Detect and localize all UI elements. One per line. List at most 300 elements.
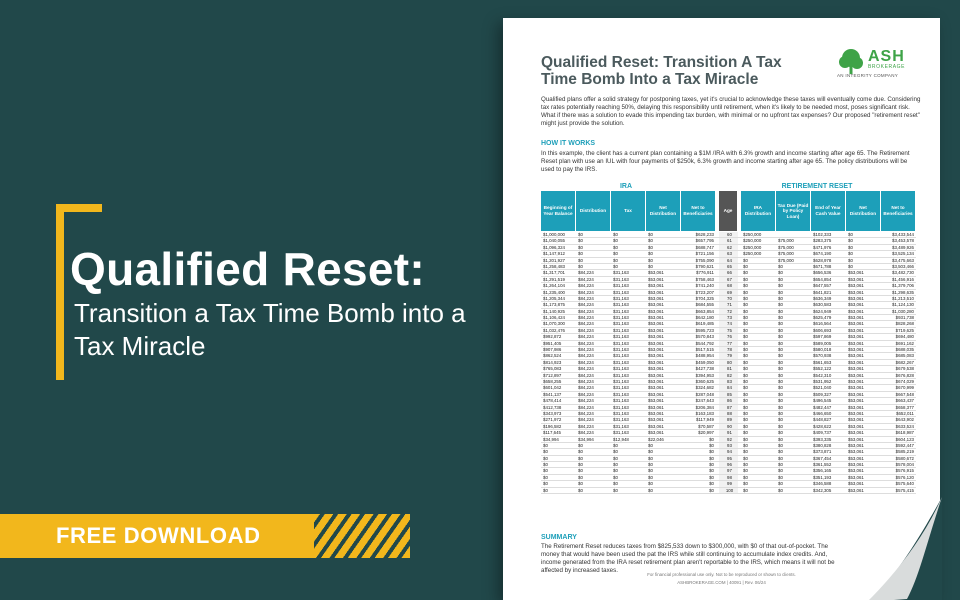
table-cell: $0 xyxy=(848,257,853,263)
table-cell: $84,224 xyxy=(578,334,594,340)
table-cell: $0 xyxy=(613,257,618,263)
table-cell: $723,207 xyxy=(695,289,714,295)
table-cell: $3,525,134 xyxy=(892,251,914,257)
ira-group-label: IRA xyxy=(619,183,633,190)
table-cell: $658,255 xyxy=(543,378,562,384)
table-cell: $0 xyxy=(648,474,653,480)
table-cell: $0 xyxy=(613,232,618,237)
table-cell: $0 xyxy=(543,487,548,493)
table-cell: $1,070,300 xyxy=(543,321,565,327)
table-cell: $31,163 xyxy=(613,295,629,301)
table-cell: $643,902 xyxy=(895,417,914,423)
retirement-reset-group-label: RETIREMENT RESET xyxy=(781,183,853,190)
table-cell: 64 xyxy=(719,258,738,263)
table-cell: $0 xyxy=(613,442,618,448)
table-cell: $0 xyxy=(743,455,748,461)
table-cell: $367,454 xyxy=(813,455,832,461)
table-cell: 62 xyxy=(719,245,738,250)
table-cell: $393,335 xyxy=(813,436,832,442)
table-cell: $53,061 xyxy=(848,487,864,493)
table-cell: $84,224 xyxy=(578,417,594,423)
table-cell: $84,224 xyxy=(578,372,594,378)
table-cell: $247,643 xyxy=(695,398,714,404)
table-cell: $3,453,578 xyxy=(892,238,914,244)
table-cell: $618,987 xyxy=(895,430,914,436)
table-cell: $360,625 xyxy=(695,378,714,384)
table-cell: $22,046 xyxy=(648,436,664,442)
table-cell: $592,447 xyxy=(895,442,914,448)
table-cell: $0 xyxy=(778,276,783,282)
table-cell: $828,268 xyxy=(895,321,914,327)
table-column-header: End of Year Cash Value xyxy=(811,191,845,231)
table-cell: $31,163 xyxy=(613,430,629,436)
table-cell: $575,415 xyxy=(895,487,914,493)
table-cell: $31,163 xyxy=(613,378,629,384)
table-cell: $394,953 xyxy=(695,372,714,378)
table-cell: $0 xyxy=(778,372,783,378)
table-cell: $0 xyxy=(743,289,748,295)
table-cell: $53,061 xyxy=(848,391,864,397)
free-download-label: FREE DOWNLOAD xyxy=(56,523,261,548)
table-cell: $616,564 xyxy=(813,321,832,327)
table-cell: $0 xyxy=(709,462,714,468)
table-cell: $53,061 xyxy=(648,276,664,282)
table-cell: $84,224 xyxy=(578,276,594,282)
table-cell: $53,061 xyxy=(848,398,864,404)
table-cell: $0 xyxy=(848,244,853,250)
table-cell: $3,482,730 xyxy=(892,270,914,276)
table-cell: $53,061 xyxy=(648,302,664,308)
table-cell: $776,911 xyxy=(696,270,714,276)
table-cell: 67 xyxy=(719,277,738,282)
table-cell: 88 xyxy=(719,411,738,416)
table-cell: $658,377 xyxy=(895,404,914,410)
table-cell: $606,693 xyxy=(813,327,832,333)
table-cell: $53,061 xyxy=(648,308,664,314)
table-cell: $117,949 xyxy=(696,417,714,423)
table-cell: $0 xyxy=(648,462,653,468)
table-cell: $53,061 xyxy=(848,378,864,384)
table-cell: $0 xyxy=(648,468,653,474)
table-cell: $53,061 xyxy=(648,372,664,378)
table-cell: $0 xyxy=(613,468,618,474)
table-cell: $250,000 xyxy=(743,238,762,244)
table-cell: $31,163 xyxy=(613,340,629,346)
table-cell: $84,224 xyxy=(578,289,594,295)
table-cell: $688,035 xyxy=(895,347,914,353)
table-cell: $31,163 xyxy=(613,359,629,365)
table-cell: $0 xyxy=(578,232,583,237)
table-cell: $0 xyxy=(848,238,853,244)
table-cell: $542,310 xyxy=(813,372,832,378)
table-cell: $0 xyxy=(778,289,783,295)
table-cell: $53,061 xyxy=(848,276,864,282)
table-cell: $0 xyxy=(578,487,583,493)
table-cell: $53,061 xyxy=(648,321,664,327)
table-cell: $0 xyxy=(709,474,714,480)
table-cell: $53,061 xyxy=(848,289,864,295)
table-cell: $53,061 xyxy=(648,391,664,397)
table-cell: $597,869 xyxy=(813,334,832,340)
table-cell: $625,479 xyxy=(813,315,832,321)
table-cell: $0 xyxy=(743,449,748,455)
table-cell: $20,997 xyxy=(698,430,714,436)
table-cell: $0 xyxy=(743,257,748,263)
table-cell: $428,622 xyxy=(813,423,832,429)
table-cell: $0 xyxy=(578,455,583,461)
table-cell: $84,224 xyxy=(578,366,594,372)
table-cell: $380,828 xyxy=(813,442,832,448)
table-cell: $53,061 xyxy=(648,423,664,429)
table-cell: $0 xyxy=(613,481,618,487)
table-cell: $652,011 xyxy=(896,410,914,416)
table-cell: $84,224 xyxy=(578,423,594,429)
table-cell: $0 xyxy=(648,263,653,269)
table-cell: $482,447 xyxy=(813,404,832,410)
table-cell: $0 xyxy=(743,283,748,289)
table-cell: $459,050 xyxy=(695,359,714,365)
table-cell: $53,061 xyxy=(848,366,864,372)
table-cell: $509,327 xyxy=(813,391,832,397)
table-cell: 92 xyxy=(719,437,738,442)
table-cell: $427,738 xyxy=(695,366,714,372)
table-cell: 73 xyxy=(719,315,738,320)
table-cell: $1,000,000 xyxy=(543,232,565,237)
table-cell: $619,485 xyxy=(695,321,714,327)
table-cell: 60 xyxy=(719,232,738,237)
table-cell: $595,723 xyxy=(695,327,714,333)
table-cell: $907,986 xyxy=(543,347,562,353)
table-cell: $1,173,875 xyxy=(543,302,565,308)
table-cell: $31,163 xyxy=(613,283,629,289)
table-cell: $1,106,424 xyxy=(543,315,565,321)
table-cell: $53,061 xyxy=(848,283,864,289)
table-cell: $0 xyxy=(778,436,783,442)
table-cell: $84,224 xyxy=(578,315,594,321)
table-cell: $53,061 xyxy=(848,474,864,480)
table-cell: $1,298,635 xyxy=(892,289,914,295)
table-cell: $0 xyxy=(613,244,618,250)
table-cell: $31,163 xyxy=(613,321,629,327)
table-cell: $53,061 xyxy=(848,385,864,391)
table-cell: $31,163 xyxy=(613,315,629,321)
table-cell: $34,994 xyxy=(578,436,594,442)
table-cell: $163,183 xyxy=(695,410,714,416)
table-cell: $53,061 xyxy=(648,404,664,410)
table-cell: $0 xyxy=(778,270,783,276)
table-cell: 89 xyxy=(719,417,738,422)
table-cell: $53,061 xyxy=(848,481,864,487)
table-cell: $0 xyxy=(613,251,618,257)
table-cell: $0 xyxy=(778,315,783,321)
table-cell: $0 xyxy=(613,487,618,493)
table-cell: $0 xyxy=(743,340,748,346)
table-cell: $1,124,130 xyxy=(892,302,914,308)
table-cell: 63 xyxy=(719,251,738,256)
table-cell: $70,587 xyxy=(698,423,714,429)
table-cell: $0 xyxy=(778,404,783,410)
table-cell: $84,224 xyxy=(578,327,594,333)
table-cell: $0 xyxy=(543,481,548,487)
table-cell: $628,978 xyxy=(813,257,832,263)
document-title: Qualified Reset: Transition A Tax Time Bomb Into a Tax Miracle xyxy=(541,54,782,88)
table-column-header: IRA Distribution xyxy=(741,191,775,231)
table-cell: $657,795 xyxy=(695,238,714,244)
table-cell: $31,163 xyxy=(613,334,629,340)
table-cell: $0 xyxy=(778,417,783,423)
table-cell: $75,000 xyxy=(778,251,794,257)
table-cell: $0 xyxy=(743,321,748,327)
table-cell: $628,233 xyxy=(695,232,714,237)
table-cell: 79 xyxy=(719,353,738,358)
table-cell: $31,163 xyxy=(613,423,629,429)
table-cell: $84,224 xyxy=(578,295,594,301)
table-cell: $0 xyxy=(648,449,653,455)
table-cell: $674,029 xyxy=(895,378,914,384)
table-cell: $0 xyxy=(778,321,783,327)
table-cell: $53,061 xyxy=(648,398,664,404)
table-cell: $667,548 xyxy=(895,391,914,397)
table-cell: $1,040,055 xyxy=(543,238,565,244)
table-cell: $31,163 xyxy=(613,353,629,359)
table-cell: $1,235,400 xyxy=(543,289,565,295)
table-cell: $53,061 xyxy=(848,340,864,346)
table-cell: $1,201,927 xyxy=(543,257,565,263)
table-cell: 97 xyxy=(719,468,738,473)
table-cell: $53,061 xyxy=(848,430,864,436)
table-cell: $0 xyxy=(743,334,748,340)
table-cell: $0 xyxy=(648,232,653,237)
table-cell: $53,061 xyxy=(848,321,864,327)
table-cell: $992,872 xyxy=(543,334,562,340)
table-cell: $53,061 xyxy=(848,462,864,468)
footer-text: ASHBROKERAGE.COM | 40091 | Rev. 06/24 xyxy=(677,580,766,585)
table-cell: $356,165 xyxy=(813,468,832,474)
table-cell: $53,061 xyxy=(648,340,664,346)
table-cell: $0 xyxy=(613,462,618,468)
table-cell: $575,640 xyxy=(895,481,914,487)
table-cell: $53,061 xyxy=(848,302,864,308)
page-curl-icon xyxy=(867,497,942,600)
table-cell: 80 xyxy=(719,360,738,365)
table-cell: $0 xyxy=(778,398,783,404)
table-cell: $53,061 xyxy=(848,404,864,410)
table-cell: $604,123 xyxy=(895,436,914,442)
free-download-button[interactable] xyxy=(0,514,410,558)
table-cell: 69 xyxy=(719,290,738,295)
table-cell: $53,061 xyxy=(848,455,864,461)
table-cell: $679,538 xyxy=(895,366,914,372)
table-cell: $0 xyxy=(578,257,583,263)
table-cell: $0 xyxy=(743,359,748,365)
table-cell: $951,405 xyxy=(543,340,562,346)
table-cell: $1,140,925 xyxy=(543,308,565,314)
table-cell: $84,224 xyxy=(578,378,594,384)
table-cell: $862,524 xyxy=(543,353,562,359)
table-cell: $373,871 xyxy=(813,449,832,455)
table-cell: $0 xyxy=(778,366,783,372)
table-cell: $0 xyxy=(778,263,783,269)
table-cell: $12,948 xyxy=(613,436,629,442)
table-cell: $84,224 xyxy=(578,308,594,314)
table-cell: $84,224 xyxy=(578,302,594,308)
table-cell: $1,258,483 xyxy=(543,263,565,269)
table-cell: $0 xyxy=(543,449,548,455)
table-cell: $1,147,912 xyxy=(543,251,565,257)
table-cell: $712,897 xyxy=(543,372,562,378)
table-cell: $521,040 xyxy=(813,385,832,391)
table-cell: $53,061 xyxy=(648,270,664,276)
table-cell: $1,264,104 xyxy=(543,283,565,289)
table-cell: $541,137 xyxy=(543,391,562,397)
logo-tagline: AN INTEGRITY COMPANY xyxy=(837,73,899,78)
table-cell: 98 xyxy=(719,475,738,480)
table-cell: $0 xyxy=(743,372,748,378)
table-cell: $3,433,544 xyxy=(892,232,914,237)
table-cell: $53,061 xyxy=(648,315,664,321)
table-cell: $0 xyxy=(743,366,748,372)
table-cell: $0 xyxy=(709,481,714,487)
table-cell: $0 xyxy=(778,385,783,391)
table-cell: $688,747 xyxy=(695,244,714,250)
table-cell: $633,524 xyxy=(895,423,914,429)
table-cell: $53,061 xyxy=(848,468,864,474)
table-cell: $31,163 xyxy=(613,347,629,353)
table-cell: $580,672 xyxy=(895,455,914,461)
table-cell: 90 xyxy=(719,424,738,429)
table-cell: $412,738 xyxy=(543,404,562,410)
table-cell: $3,475,663 xyxy=(892,257,914,263)
table-cell: $0 xyxy=(743,474,748,480)
table-cell: $31,163 xyxy=(613,398,629,404)
table-cell: $0 xyxy=(543,468,548,474)
table-cell: $53,061 xyxy=(648,378,664,384)
table-cell: $250,000 xyxy=(743,244,762,250)
table-cell: 83 xyxy=(719,379,738,384)
table-cell: 82 xyxy=(719,373,738,378)
table-cell: $53,061 xyxy=(648,347,664,353)
disclaimer: For financial professional use only. Not to be reproduced or shown to clients. xyxy=(647,572,796,577)
table-cell: $53,061 xyxy=(648,353,664,359)
table-cell: 87 xyxy=(719,405,738,410)
table-cell: $670,999 xyxy=(895,385,914,391)
table-cell: 78 xyxy=(719,347,738,352)
table-cell: 75 xyxy=(719,328,738,333)
table-cell: $636,349 xyxy=(813,295,832,301)
table-cell: $84,224 xyxy=(578,359,594,365)
table-cell: $31,163 xyxy=(613,391,629,397)
table-cell: $31,163 xyxy=(613,308,629,314)
table-cell: $755,090 xyxy=(695,257,714,263)
table-cell: $53,061 xyxy=(648,359,664,365)
logo-subtext: BROKERAGE xyxy=(868,64,906,70)
table-cell: $53,061 xyxy=(648,417,664,423)
table-cell: $53,061 xyxy=(848,347,864,353)
table-cell: $1,032,476 xyxy=(543,327,565,333)
table-cell: $53,061 xyxy=(648,410,664,416)
table-cell: $0 xyxy=(743,462,748,468)
table-cell: $84,224 xyxy=(578,398,594,404)
table-cell: $250,000 xyxy=(743,251,762,257)
table-cell: $84,224 xyxy=(578,353,594,359)
table-cell: $0 xyxy=(778,302,783,308)
table-cell: $53,061 xyxy=(848,334,864,340)
table-cell: $0 xyxy=(743,442,748,448)
table-cell: $84,224 xyxy=(578,430,594,436)
table-cell: $694,480 xyxy=(895,334,914,340)
table-cell: $656,536 xyxy=(813,270,832,276)
table-column-header: Net Distribution xyxy=(846,191,880,231)
table-cell: $663,854 xyxy=(695,308,714,314)
table-cell: $0 xyxy=(743,276,748,282)
decorative-bracket-tail xyxy=(56,356,64,380)
table-cell: $0 xyxy=(709,436,714,442)
table-cell: $346,588 xyxy=(813,481,832,487)
table-cell: $75,000 xyxy=(778,238,794,244)
decorative-stripes xyxy=(314,514,410,558)
table-cell: $0 xyxy=(543,474,548,480)
table-cell: 71 xyxy=(719,302,738,307)
table-cell: $53,061 xyxy=(648,366,664,372)
table-cell: $53,061 xyxy=(648,327,664,333)
table-cell: $0 xyxy=(709,487,714,493)
table-cell: $0 xyxy=(709,449,714,455)
table-cell: $0 xyxy=(743,417,748,423)
table-cell: $674,190 xyxy=(813,251,832,257)
table-cell: $84,224 xyxy=(578,385,594,391)
table-cell: $31,163 xyxy=(613,289,629,295)
table-cell: $685,083 xyxy=(895,353,914,359)
table-cell: $570,938 xyxy=(813,353,832,359)
table-cell: $0 xyxy=(778,347,783,353)
logo-wordmark: ASH xyxy=(868,48,905,65)
how-it-works-heading: HOW IT WORKS xyxy=(541,140,596,147)
table-cell: $0 xyxy=(743,487,748,493)
table-cell: $0 xyxy=(778,391,783,397)
table-cell: $351,193 xyxy=(813,474,832,480)
table-cell: $1,213,510 xyxy=(892,295,914,301)
table-cell: 65 xyxy=(719,264,738,269)
table-cell: $0 xyxy=(778,455,783,461)
table-cell: $53,061 xyxy=(848,442,864,448)
table-cell: 85 xyxy=(719,392,738,397)
table-cell: $814,923 xyxy=(543,359,562,365)
table-cell: $0 xyxy=(778,327,783,333)
table-cell: $1,379,706 xyxy=(892,283,914,289)
table-cell: $0 xyxy=(743,270,748,276)
table-cell: 74 xyxy=(719,321,738,326)
table-cell: $0 xyxy=(848,232,853,237)
table-cell: $790,621 xyxy=(695,263,714,269)
table-cell: $75,000 xyxy=(778,244,794,250)
table-cell: $0 xyxy=(778,474,783,480)
table-cell: $31,163 xyxy=(613,270,629,276)
table-cell: $0 xyxy=(743,378,748,384)
table-cell: $84,224 xyxy=(578,321,594,327)
table-cell: $719,625 xyxy=(895,327,914,333)
table-cell: $0 xyxy=(743,302,748,308)
table-cell: $31,163 xyxy=(613,410,629,416)
table-cell: $0 xyxy=(743,353,748,359)
table-cell: 93 xyxy=(719,443,738,448)
table-cell: $31,163 xyxy=(613,385,629,391)
table-cell: $691,162 xyxy=(895,340,914,346)
table-cell: $0 xyxy=(778,308,783,314)
table-cell: $630,583 xyxy=(813,302,832,308)
table-cell: $0 xyxy=(648,238,653,244)
table-column-header: Net Distribution xyxy=(646,191,680,231)
table-cell: $84,224 xyxy=(578,347,594,353)
